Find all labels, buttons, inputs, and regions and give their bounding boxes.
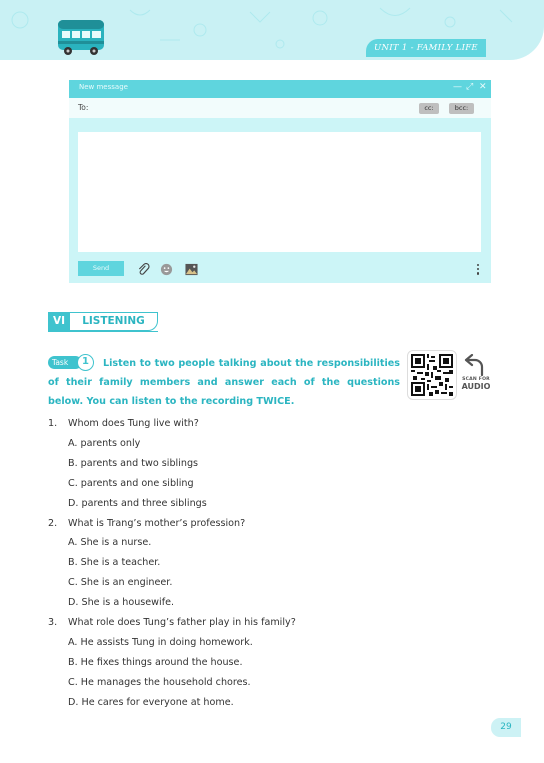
page-number: 29 [491, 718, 521, 737]
close-icon[interactable]: ✕ [479, 82, 487, 92]
email-title: New message [79, 83, 128, 91]
answer-option[interactable]: D. parents and three siblings [68, 497, 207, 509]
answer-option[interactable]: A. He assists Tung in doing homework. [68, 636, 253, 648]
email-title-bar [69, 80, 491, 98]
question-number: 2. [48, 517, 58, 529]
answer-option[interactable]: B. He fixes things around the house. [68, 656, 243, 668]
answer-option[interactable]: C. parents and one sibling [68, 477, 194, 489]
answer-option[interactable]: D. He cares for everyone at home. [68, 696, 234, 708]
scan-for-audio-label [459, 377, 493, 391]
audio-text: AUDIO [461, 382, 491, 391]
expand-icon[interactable]: ⤢ [466, 82, 474, 92]
cc-button[interactable]: cc: [419, 103, 439, 114]
answer-option[interactable]: B. parents and two siblings [68, 457, 199, 469]
unit-label: UNIT 1 - FAMILY LIFE [366, 39, 486, 57]
question-number: 3. [48, 617, 58, 628]
email-compose-window [69, 80, 491, 283]
task-instruction: Listen to two people talking about the responsibilities of their family members and answer each of the questions below. You can listen to the recording TWICE. [48, 358, 400, 407]
answer-option[interactable]: A. parents only [68, 437, 141, 449]
task-number: 1 [77, 354, 94, 371]
undo-arrow-icon [462, 354, 486, 376]
more-vertical-icon[interactable] [477, 264, 480, 276]
send-button[interactable]: Send [78, 261, 124, 276]
qr-code-icon[interactable] [411, 354, 453, 396]
answer-option[interactable]: D. She is a housewife. [68, 597, 175, 609]
section-number: VI [48, 312, 70, 331]
answer-option[interactable]: A. She is a nurse. [68, 537, 152, 549]
question-text: Whom does Tung live with? [68, 418, 199, 429]
question-text: What is Trang’s mother’s profession? [68, 517, 246, 529]
paperclip-icon[interactable] [137, 263, 150, 276]
bus-logo [56, 18, 106, 56]
emoji-icon[interactable] [160, 263, 173, 276]
question-number: 1. [48, 418, 58, 429]
answer-option[interactable]: C. She is an engineer. [68, 577, 173, 589]
minus-icon[interactable]: — [453, 82, 462, 92]
image-icon[interactable] [185, 263, 198, 276]
to-label: To: [78, 103, 89, 112]
section-underline [48, 331, 158, 332]
answer-option[interactable]: B. She is a teacher. [68, 557, 161, 569]
section-title: LISTENING [70, 312, 158, 331]
to-field-row[interactable] [69, 98, 491, 118]
answer-option[interactable]: C. He manages the household chores. [68, 676, 251, 688]
task-label: Task [48, 356, 82, 369]
question-text: What role does Tung’s father play in his family? [68, 617, 296, 628]
email-body-input[interactable] [78, 132, 481, 252]
scan-for-text: SCAN FOR [462, 377, 490, 382]
bcc-button[interactable]: bcc: [449, 103, 474, 114]
